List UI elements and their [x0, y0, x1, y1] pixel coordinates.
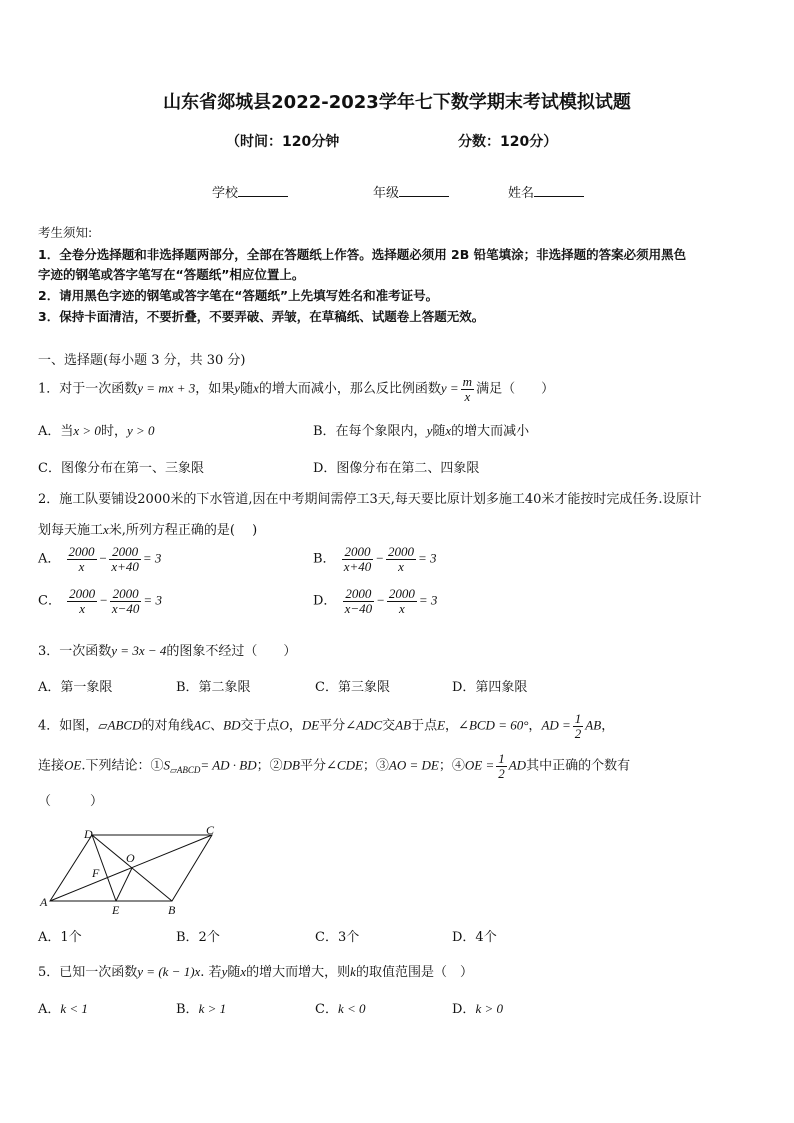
q4-t22: ，: [601, 718, 615, 734]
q2-d-frac-2: [387, 587, 417, 615]
name-field: [508, 182, 584, 201]
question-5: [38, 961, 473, 980]
q3-option-a[interactable]: A．第一象限: [38, 680, 113, 695]
q2-b-rhs: = 3: [418, 550, 437, 566]
question-4-line-3: （ ）: [38, 794, 104, 809]
q2-c-den-2: x−40: [111, 600, 140, 616]
school-blank: [238, 184, 288, 197]
q5-option-c[interactable]: [315, 998, 366, 1017]
q5-text-4: 的增大而增大，则: [246, 965, 351, 980]
q2-a-minus: −: [98, 550, 108, 566]
q4-l2-t7: DB: [282, 757, 300, 773]
page-title: 山东省郯城县2022-2023学年七下数学期末考试模拟试题: [163, 92, 631, 113]
q4-t9: ，: [288, 718, 302, 734]
q1-frac-num: m: [462, 374, 473, 389]
question-2-line-2: [38, 519, 257, 538]
q1-var-y: y: [234, 380, 241, 396]
q4-t1: 4．如图，: [38, 718, 99, 734]
q2-d-minus: −: [376, 592, 385, 608]
q5-text-1: 5．已知一次函数: [38, 965, 138, 980]
q5-d-label: D．: [452, 1002, 476, 1017]
q2-var-x: x: [103, 522, 109, 537]
grade-blank: [399, 184, 449, 197]
q2-c-minus: −: [99, 592, 108, 608]
q5-option-a[interactable]: [38, 998, 88, 1017]
q4-l2-t3: .下列结论：①: [81, 758, 164, 774]
label-d: D: [84, 827, 93, 841]
q1-var-x: x: [253, 380, 259, 396]
q4-l2-t10: ；③: [362, 758, 389, 774]
q4-frac-2-num: 1: [498, 751, 505, 766]
q4-frac-1-num: 1: [574, 711, 582, 726]
q2-b-minus: −: [375, 550, 385, 566]
notice-item-2: 2．请用黑色字迹的钢笔或答字笔在“答题纸”上先填写姓名和准考证号。: [38, 288, 439, 303]
question-2-line-1: 2．施工队要铺设2000米的下水管道,因在中考期间需停工3天,每天要比原计划多施工40米才能按时完成任务.设原计: [38, 492, 702, 507]
q4-option-b[interactable]: B．2个: [176, 930, 220, 945]
q4-option-c[interactable]: C．3个: [315, 930, 360, 945]
q2-b-num-2: 2000: [388, 544, 415, 559]
q5-b-label: B．: [176, 1002, 199, 1017]
q3-text-1: 3．一次函数: [38, 644, 112, 659]
q2-a-frac-1: [67, 545, 97, 573]
q2-b-den-1: x+40: [343, 558, 372, 574]
q1-option-a[interactable]: [38, 420, 155, 439]
q1-text-4: 的增大而减小，那么反比例函数: [258, 381, 441, 397]
q5-c-label: C．: [315, 1002, 338, 1017]
q2-d-num-2: 2000: [388, 586, 415, 601]
q4-l2-t8: 平分: [299, 758, 326, 774]
q1-option-d[interactable]: D．图像分布在第二、四象限: [313, 461, 480, 476]
q2-b-frac-2: [386, 545, 416, 573]
q3-equation: y = 3x − 4: [111, 643, 167, 658]
q1-a-math-1: x > 0: [73, 423, 101, 438]
q4-t6: BD: [223, 717, 241, 733]
q5-option-d[interactable]: [452, 998, 503, 1017]
q2-b-frac-1: [342, 545, 374, 573]
parallelogram-symbol: ▱: [98, 718, 108, 733]
q4-l2-t12: ；④: [438, 758, 465, 774]
q2-b-label: B．: [313, 551, 336, 567]
q1-text-2: ，如果: [195, 381, 235, 397]
q5-equation: y = (k − 1)x: [137, 964, 201, 979]
q2-a-label: A．: [38, 551, 61, 567]
q5-text-5: 的取值范围是（ ）: [355, 965, 473, 980]
q3-text-2: 的图象不经过（ ）: [166, 644, 297, 659]
q4-t3: 的对角线: [141, 718, 194, 734]
q2-c-num-1: 2000: [69, 586, 96, 601]
q1-b-prefix: B．在每个象限内，: [313, 424, 427, 439]
q4-l2-t5: = AD · BD: [200, 757, 257, 773]
q4-l2-t6: ；②: [256, 758, 283, 774]
label-c: C: [206, 824, 215, 837]
q4-t5: 、: [210, 718, 224, 734]
q2-d-den-2: x: [399, 600, 405, 616]
q5-a-math: k < 1: [60, 1001, 88, 1016]
q5-d-math: k > 0: [475, 1001, 503, 1016]
q4-l2-t4: S: [163, 757, 170, 773]
q4-t21: AB: [585, 717, 602, 733]
name-label: 姓名: [508, 186, 535, 201]
q2-b-den-2: x: [398, 558, 404, 574]
label-b: B: [168, 903, 176, 914]
q2-b-num-1: 2000: [342, 545, 374, 560]
parallelogram-figure: [36, 824, 226, 914]
q3-option-c[interactable]: C．第三象限: [315, 680, 390, 695]
diagonal-ac: [50, 835, 212, 901]
q2-a-den-1: x: [78, 558, 85, 574]
q4-l2-sub: ▱ABCD: [170, 765, 201, 776]
q5-text-3: 随: [227, 965, 241, 980]
q4-l2-t14: AD: [508, 757, 527, 773]
q1-eq2-left: y =: [440, 380, 459, 396]
q5-var-y: y: [221, 964, 228, 979]
notice-item-1-line-1: 1．全卷分选择题和非选择题两部分，全部在答题纸上作答。选择题必须用 2B 铅笔填涂；非选择题的答案必须用黑色: [38, 247, 687, 262]
label-o: O: [126, 851, 135, 865]
q5-b-math: k > 1: [198, 1001, 227, 1016]
q2-d-num-1: 2000: [343, 587, 375, 602]
school-field: [212, 182, 288, 201]
q5-var-x: x: [240, 964, 247, 979]
q4-frac-2: [496, 752, 507, 780]
q2-a-den-2: x+40: [111, 558, 139, 574]
q4-t2: ABCD: [107, 717, 142, 733]
q2-a-rhs: = 3: [142, 550, 162, 566]
q2-text-b: 米,所列方程正确的是( ): [108, 523, 258, 538]
q2-c-label: C．: [38, 593, 61, 609]
q1-a-prefix: A．当: [38, 424, 74, 439]
q1-a-math-2: y > 0: [126, 423, 155, 438]
q2-c-den-1: x: [79, 600, 85, 616]
q4-option-a[interactable]: A．1个: [38, 930, 82, 945]
q1-fraction: [461, 375, 474, 403]
exam-score: 分数：120分）: [458, 134, 558, 150]
notice-heading: 考生须知:: [38, 225, 93, 240]
q4-t15: 于点: [411, 718, 438, 734]
q4-l2-t11: AO = DE: [388, 757, 439, 773]
q4-l2-t1: 连接: [38, 758, 65, 774]
q1-frac-den: x: [464, 388, 471, 404]
label-f: F: [92, 866, 100, 880]
q2-a-num-1: 2000: [68, 544, 95, 559]
q4-t17: ，: [445, 718, 459, 734]
q2-d-label: D．: [313, 593, 337, 609]
q4-option-d[interactable]: D．4个: [452, 930, 497, 945]
q4-t18: ∠BCD = 60°: [458, 717, 529, 733]
q4-l2-t15: 其中正确的个数有: [526, 758, 631, 774]
section-heading: 一、选择题(每小题 3 分，共 30 分): [38, 353, 246, 368]
exam-time: （时间：120分钟: [226, 134, 340, 150]
q4-l2-t9: ∠CDE: [326, 757, 363, 773]
grade-field: [373, 182, 449, 201]
q5-text-2: . 若: [200, 965, 222, 980]
q3-option-b[interactable]: B．第二象限: [176, 680, 251, 695]
q2-option-a[interactable]: [38, 545, 161, 573]
q1-text-5: 满足（ ）: [476, 381, 555, 397]
q1-equation: y = mx + 3: [137, 380, 196, 396]
label-a: A: [40, 895, 48, 909]
q1-text-1: 1．对于一次函数: [38, 381, 138, 397]
q1-option-b[interactable]: [313, 420, 529, 439]
q5-var-k: k: [350, 964, 356, 979]
q4-t12: ∠ADC: [345, 717, 383, 733]
q2-a-num-2: 2000: [109, 545, 141, 560]
q4-t14: AB: [395, 717, 412, 733]
q4-t20: AD =: [541, 717, 571, 733]
q4-t19: ，: [528, 718, 542, 734]
q5-option-b[interactable]: [176, 998, 226, 1017]
q3-option-d[interactable]: D．第四象限: [452, 680, 528, 695]
q4-t4: AC: [193, 717, 211, 733]
q1-b-mid: 随: [432, 424, 446, 439]
q1-b-suffix: 的增大而减小: [451, 424, 530, 439]
q4-l2-t2: OE: [64, 757, 82, 773]
q2-a-frac-2: [109, 545, 141, 573]
q2-d-den-1: x−40: [344, 600, 373, 616]
q1-a-mid: 时，: [100, 424, 127, 439]
q1-option-c[interactable]: C．图像分布在第一、三象限: [38, 461, 204, 476]
q2-option-d[interactable]: [313, 587, 437, 615]
q4-frac-2-den: 2: [498, 765, 505, 781]
q4-t16: E: [437, 717, 446, 733]
question-3: [38, 640, 296, 659]
question-4-line-2: [38, 752, 630, 780]
q4-frac-1-den: 2: [574, 725, 582, 741]
question-4-line-1: [38, 712, 614, 740]
q2-text-a: 划每天施工: [38, 523, 104, 538]
q4-t10: DE: [301, 717, 320, 733]
q4-t7: 交于点: [240, 718, 280, 734]
notice-item-3: 3．保持卡面清洁，不要折叠，不要弄破、弄皱，在草稿纸、试题卷上答题无效。: [38, 309, 485, 324]
q4-t11: 平分: [319, 718, 346, 734]
q2-option-b[interactable]: [313, 545, 437, 573]
name-blank: [534, 184, 584, 197]
q2-option-c[interactable]: [38, 587, 162, 615]
q1-b-math-1: y: [426, 423, 433, 438]
q5-a-label: A．: [38, 1002, 61, 1017]
q4-t8: O: [279, 717, 289, 733]
q5-c-math: k < 0: [337, 1001, 366, 1016]
q2-c-num-2: 2000: [110, 587, 142, 602]
q2-d-frac-1: [343, 587, 375, 615]
q2-c-frac-1: [67, 587, 97, 615]
grade-label: 年级: [373, 186, 400, 201]
q4-l2-t13: OE =: [464, 757, 495, 773]
q2-c-frac-2: [110, 587, 142, 615]
q2-c-rhs: = 3: [143, 592, 162, 608]
q2-d-rhs: = 3: [418, 592, 438, 608]
label-e: E: [112, 903, 120, 914]
question-1: [38, 375, 554, 403]
notice-item-1-line-2: 字迹的钢笔或答字笔写在“答题纸”相应位置上。: [38, 267, 305, 282]
q4-frac-1: [573, 712, 584, 740]
q1-text-3: 随: [240, 381, 254, 397]
q4-t13: 交: [382, 718, 396, 734]
school-label: 学校: [212, 186, 239, 201]
q1-b-math-2: x: [445, 423, 452, 438]
